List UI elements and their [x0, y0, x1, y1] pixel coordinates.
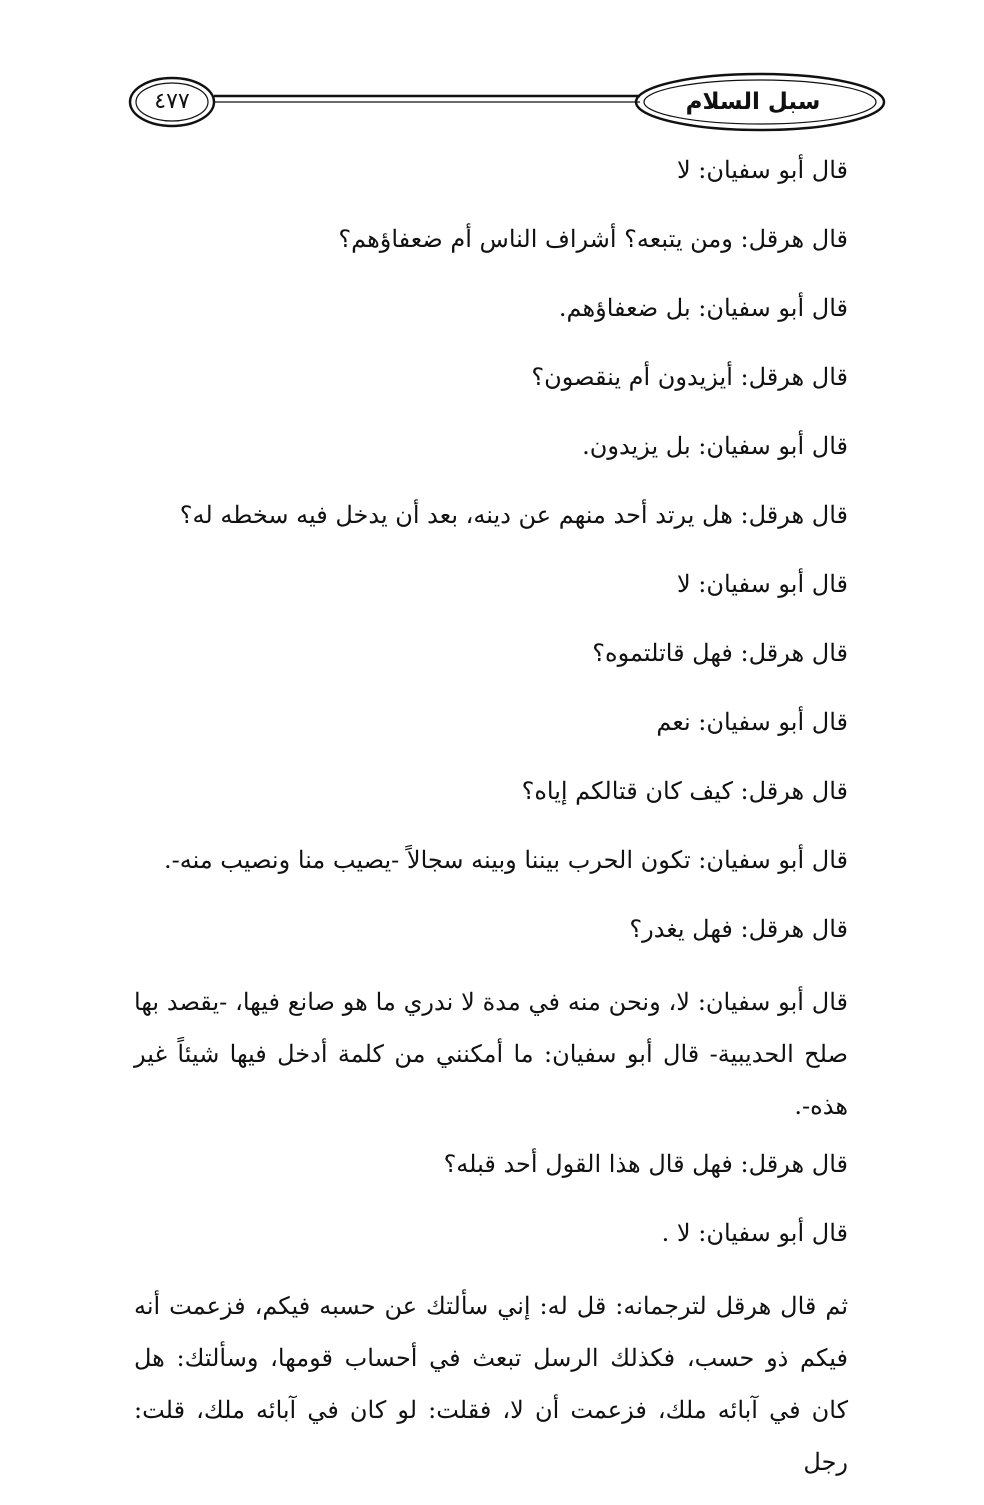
dialogue-line: قال هرقل: فهل قال هذا القول أحد قبله؟: [443, 1150, 848, 1178]
dialogue-line: قال أبو سفيان: لا: [676, 156, 848, 184]
dialogue-line: قال هرقل: أيزيدون أم ينقصون؟: [531, 363, 848, 391]
page-body: [134, 148, 848, 1498]
page-number: ٤٧٧: [154, 89, 190, 114]
dialogue-line: قال هرقل: هل يرتد أحد منهم عن دينه، بعد أن يدخل فيه سخطه له؟: [179, 501, 848, 529]
dialogue-line: قال هرقل: فهل يغدر؟: [629, 915, 848, 943]
narrative-paragraph: ثم قال هرقل لترجمانه: قل له: إني سألتك عن حسبه فيكم، فزعمت أنه فيكم ذو حسب، فكذلك الرسل تبعث في أحساب قومها، وسألتك: هل كان في آبائه ملك، فزعمت أن لا، فقلت: لو كان في آبائه ملك، قلت: رجل: [134, 1292, 848, 1476]
dialogue-paragraph: قال أبو سفيان: لا، ونحن منه في مدة لا ندري ما هو صانع فيها، -يقصد بها صلح الحديبية- قال أبو سفيان: ما أمكنني من كلمة أدخل فيها شيئاً غير هذه-.: [134, 988, 848, 1120]
dialogue-line: قال هرقل: ومن يتبعه؟ أشراف الناس أم ضعفاؤهم؟: [338, 225, 848, 253]
book-title: سبل السلام: [685, 89, 821, 115]
dialogue-line: قال هرقل: كيف كان قتالكم إياه؟: [521, 777, 848, 805]
running-header: [126, 72, 888, 136]
dialogue-line: قال أبو سفيان: تكون الحرب بيننا وبينه سجالاً -يصيب منا ونصيب منه-.: [163, 846, 848, 874]
dialogue-line: قال أبو سفيان: نعم: [656, 708, 848, 736]
dialogue-line: قال أبو سفيان: لا: [676, 570, 848, 598]
dialogue-line: قال أبو سفيان: لا .: [661, 1219, 848, 1247]
dialogue-line: قال أبو سفيان: بل ضعفاؤهم.: [558, 294, 848, 322]
dialogue-line: قال أبو سفيان: بل يزيدون.: [582, 432, 848, 460]
dialogue-line: قال هرقل: فهل قاتلتموه؟: [592, 639, 848, 667]
